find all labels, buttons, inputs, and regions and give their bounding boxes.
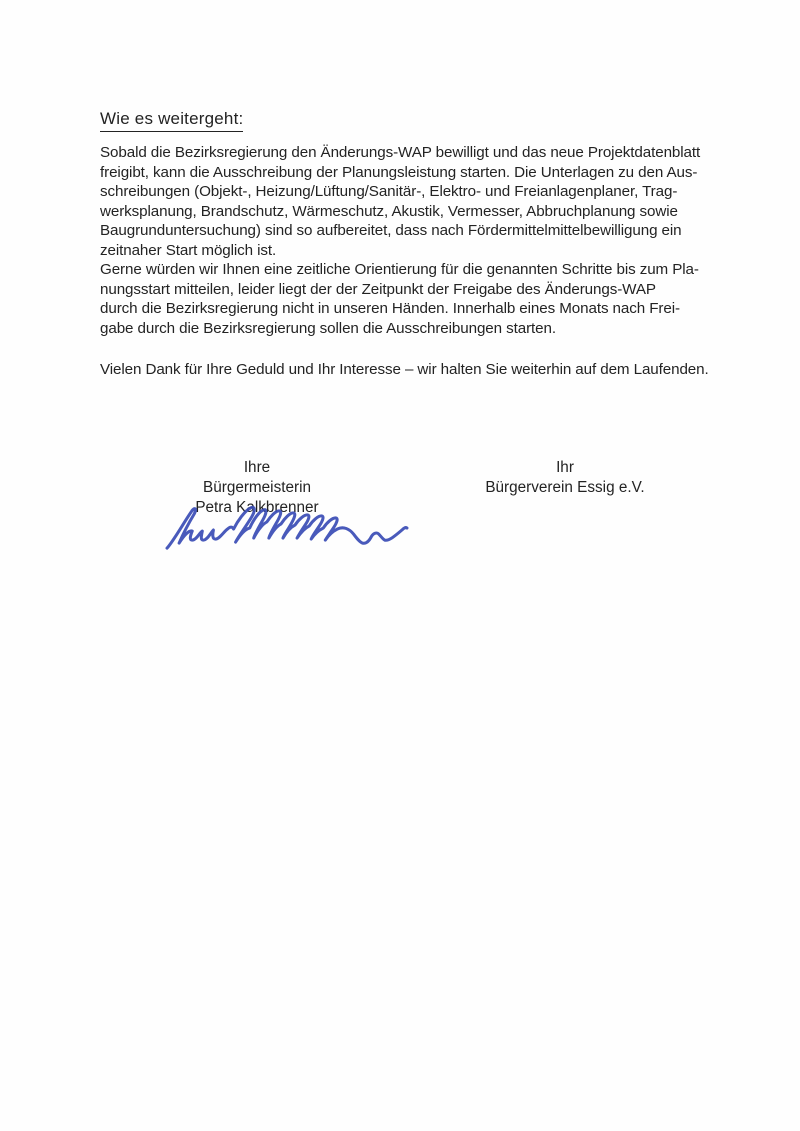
body-line: Gerne würden wir Ihnen eine zeitliche Orientierung für die genannten Schritte bis zum Pla- bbox=[100, 261, 699, 279]
signatory-right-organization: Bürgerverein Essig e.V. bbox=[485, 479, 645, 496]
body-line: Sobald die Bezirksregierung den Änderungs-WAP bewilligt und das neue Projektdatenblatt bbox=[100, 144, 701, 161]
closing-line: Vielen Dank für Ihre Geduld und Ihr Interesse – wir halten Sie weiterhin auf dem Laufenden. bbox=[100, 361, 709, 378]
body-line: freigibt, kann die Ausschreibung der Planungsleistung starten. Die Unterlagen zu den Aus- bbox=[100, 163, 698, 181]
signatory-right-salutation: Ihr bbox=[556, 459, 574, 476]
signatory-left-salutation: Ihre bbox=[243, 459, 271, 476]
body-line: schreibungen (Objekt-, Heizung/Lüftung/Sanitär-, Elektro- und Freianlagenplaner, Trag- bbox=[100, 183, 678, 201]
body-line: zeitnaher Start möglich ist. bbox=[100, 241, 277, 259]
letter-heading-text: Wie es weitergeht: bbox=[100, 109, 243, 132]
body-line: nungsstart mitteilen, leider liegt der der Zeitpunkt der Freigabe des Änderungs-WAP bbox=[100, 280, 656, 298]
signature-ink-stroke bbox=[167, 507, 407, 548]
body-line: werksplanung, Brandschutz, Wärmeschutz, Akustik, Vermesser, Abbruchplanung sowie bbox=[100, 202, 678, 220]
handwritten-signature bbox=[164, 501, 410, 553]
body-line: durch die Bezirksregierung nicht in unseren Händen. Innerhalb eines Monats nach Frei- bbox=[100, 300, 680, 318]
signatory-right bbox=[455, 458, 675, 498]
letter-body bbox=[100, 143, 750, 338]
body-line: Baugrunduntersuchung) sind so aufbereitet, dass nach Fördermittelmittelbewilligung ein bbox=[100, 222, 682, 240]
letter-heading bbox=[100, 109, 243, 132]
signatory-left-name: Petra Kalkbrenner bbox=[195, 499, 319, 516]
signatory-left-role: Bürgermeisterin bbox=[203, 479, 311, 496]
body-line: gabe durch die Bezirksregierung sollen die Ausschreibungen starten. bbox=[100, 319, 556, 337]
